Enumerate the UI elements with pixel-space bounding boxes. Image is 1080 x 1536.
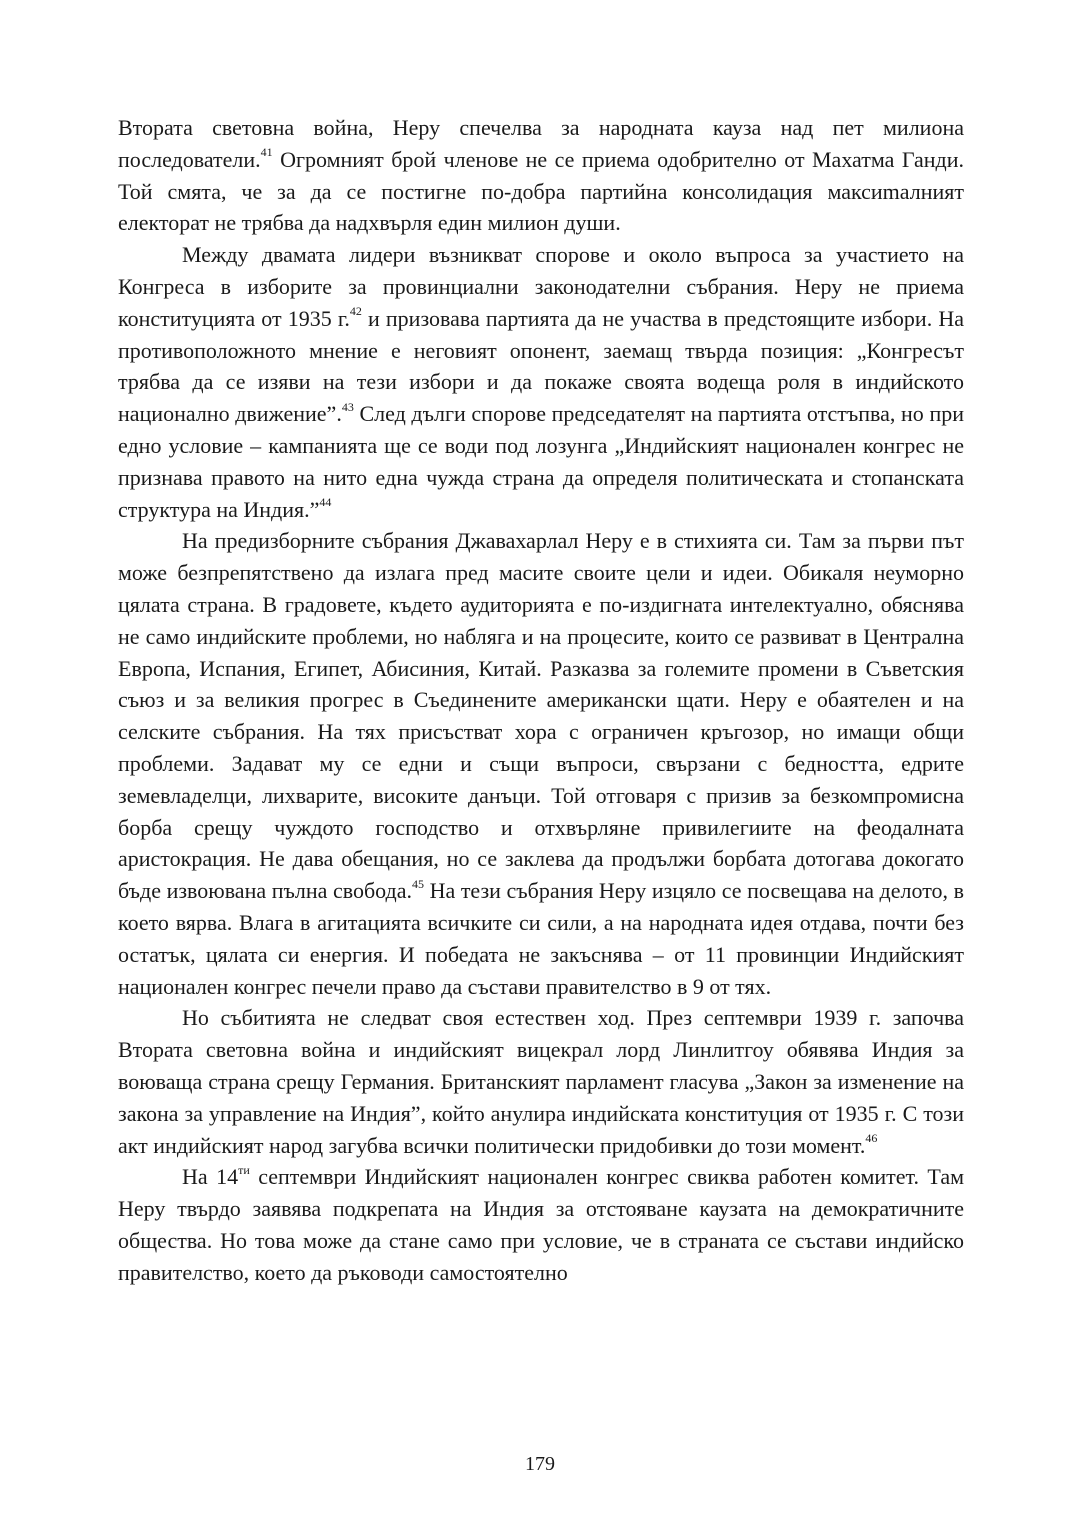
paragraph bbox=[118, 525, 964, 1002]
text-run: На предизборните събрания Джавахарлал Неру е в стихията си. Там за първи път може безпрепятствено да излага пред масите своите цели и идеи. Обикаля неуморно цялата страна. В градовете, където аудиторията е по-издигната интелектуално, обяснява не само индийските проблеми, но набляга и на процесите, които се развиват в Централна Европа, Испания, Египет, Абисиния, Китай. Разказва за големите промени в Съветския съюз и за великия прогрес в Съединените американски щати. Неру е обаятелен и на селските събрания. На тях присъстват хора с ограничен кръгозор, но имащи общи проблеми. Задават му се едни и същи въпроси, свързани с бедността, едрите земевладелци, лихварите, високите данъци. Той отговаря с призив за безкомпромисна борба срещу чуждото господство и отхвърляне привилегиите на феодалната аристокрация. Не дава обещания, но се заклева да продължи борбата дотогава докогато бъде извоювана пълна свобода. bbox=[118, 528, 964, 904]
ordinal-suffix: ти bbox=[238, 1162, 250, 1177]
text-run: септември Индийският национален конгрес свиква работен комитет. Там Неру твърдо заявява подкрепата на Индия за отстояване каузата на демократичните общества. Но това може да стане само при условие, че в страната се състави индийско правителство, което да ръководи самостоятелно bbox=[118, 1164, 964, 1285]
text-run: Втората световна война, Неру спечелва за народната кауза над пет милиона последователи. bbox=[118, 115, 964, 172]
text-run: На 14 bbox=[182, 1164, 239, 1190]
footnote-ref: 44 bbox=[319, 495, 332, 510]
text-run: Но събитията не следват своя естествен ход. През септември 1939 г. започва Втората световна война и индийският вицекрал лорд Линлитгоу обявява Индия за воюваща страна срещу Германия. Британският парламент гласува „Закон за изменение на закона за управление на Индия”, който анулира индийската конституция от 1935 г. С този акт индийският народ загубва всички политически придобивки до този момент. bbox=[118, 1005, 964, 1158]
paragraph bbox=[118, 239, 964, 525]
main-text bbox=[118, 112, 964, 1288]
page-number: 179 bbox=[525, 1453, 555, 1475]
text-run: и призовава партията да не участва в предстоящите избори. На противоположното мнение е неговият опонент, заемащ твърда позиция: „Конгресът трябва да се изяви на тези избори и да покаже своята водеща роля в индийското национално движение”. bbox=[118, 305, 964, 427]
page-body bbox=[118, 112, 964, 1432]
paragraph bbox=[118, 1002, 964, 1161]
footnote-ref: 41 bbox=[260, 145, 273, 160]
text-run: На тези събрания Неру изцяло се посвещава на делото, в което вярва. Влага в агитацията всичките си сили, а на народната идея отдава, почти без остатък, цялата си енергия. И победата не закъснява – от 11 провинции Индийският национален конгрес печели право да състави правителство в 9 от тях. bbox=[118, 878, 964, 999]
text-run: След дълги спорове председателят на партията отстъпва, но при едно условие – кампанията ще се води под лозунга „Индийският национален конгрес не признава правото на нито една чужда страна да определя политическата и стопанската структура на Индия.” bbox=[118, 401, 964, 522]
footnote-ref: 46 bbox=[865, 1131, 878, 1146]
footnote-ref: 42 bbox=[349, 304, 362, 319]
footnote-ref: 45 bbox=[411, 876, 424, 891]
text-run: Между двамата лидери възникват спорове и около въпроса за участието на Конгреса в изборите за провинциални законодателни събрания. Неру не приема конституцията от 1935 г. bbox=[118, 242, 964, 331]
footnote-ref: 43 bbox=[341, 399, 354, 414]
paragraph bbox=[118, 1161, 964, 1288]
text-run: Огромният брой членове не се приема одобрително от Махатма Ганди. Той смята, че за да се постигне по-добра партийна консолидация максиmалният електорат не трябва да надхвърля един милион души. bbox=[118, 146, 964, 236]
paragraph bbox=[118, 112, 964, 239]
